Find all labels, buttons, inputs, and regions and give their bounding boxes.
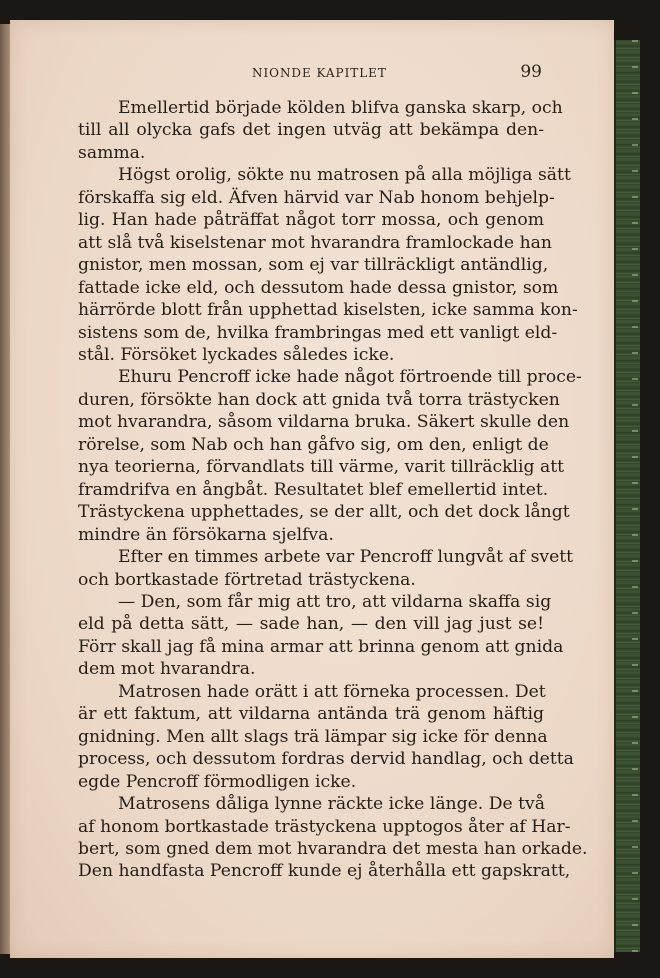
text-line: mindre än försökarna sjelfva. [78,524,334,545]
spine-texture [632,40,638,952]
text-line: egde Pencroff förmodligen icke. [78,771,357,792]
text-line: — Den, som får mig att tro, att vildarna skaffa sig [118,591,552,612]
text-line: rörelse, som Nab och han gåfvo sig, om den, enligt de [78,434,549,455]
text-line: är ett faktum, att vildarna antända trä genom häftig [78,704,544,725]
text-line: eld på detta sätt, — sade han, — den vill jag just se! [78,614,544,635]
paragraph [78,546,574,591]
text-line: Ehuru Pencroff icke hade något förtroende till proce- [118,367,582,388]
text-line: dem mot hvarandra. [78,659,256,680]
text-line: process, och dessutom fordras dervid handlag, och detta [78,749,574,770]
text-line: förskaffa sig eld. Äfven härvid var Nab honom behjelp- [78,187,555,208]
text-line: bert, som gned dem mot hvarandra det mesta han orkade. [78,838,588,859]
text-line: till all olycka gafs det ingen utväg att bekämpa den- [78,120,544,141]
text-line: Matrosen hade orätt i att förneka processen. Det [118,681,546,702]
text-line: sistens som de, hvilka frambringas med ett vanligt eld- [78,322,558,343]
text-line: nya teorierna, förvandlats till värme, varit tillräcklig att [78,457,565,478]
text-line: härrörde blott från upphettad kiselsten, icke samma kon- [78,300,578,321]
paragraph [78,793,588,883]
text-line: Efter en timmes arbete var Pencroff lungvåt af svett [118,547,574,568]
paragraph [78,164,578,366]
page-body [78,97,588,883]
text-line: Högst orolig, sökte nu matrosen på alla möjliga sätt [118,165,571,186]
text-line: af honom bortkastade trästyckena upptogos åter af Har- [78,816,571,837]
text-line: gnistor, men mossan, som ej var tillräckligt antändlig, [78,255,549,276]
text-line: Matrosens dåliga lynne räckte icke länge. De två [118,794,546,815]
text-line: duren, försökte han dock att gnida två torra trästycken [78,389,560,410]
text-line: mot hvarandra, såsom vildarna bruka. Säkert skulle den [78,412,570,433]
text-line: fattade icke eld, och dessutom hade dessa gnistor, som [78,277,559,298]
text-line: gnidning. Men allt slags trä lämpar sig icke för denna [78,726,548,747]
text-line: Trästyckena upphettades, se der allt, och det dock långt [78,502,570,523]
text-line: och bortkastade förtretad trästyckena. [78,569,416,590]
text-line: att slå två kiselstenar mot hvarandra framlockade han [78,232,552,253]
paragraph [78,591,564,681]
text-line: stål. Försöket lyckades således icke. [78,344,395,365]
paragraph [78,681,574,793]
paragraph [78,97,563,164]
text-line: samma. [78,142,146,163]
paragraph [78,366,582,546]
text-line: framdrifva en ångbåt. Resultatet blef emellertid intet. [78,479,549,500]
text-line: Förr skall jag få mina armar att brinna genom att gnida [78,636,564,657]
page-number: 99 [520,62,542,82]
text-line: lig. Han hade påträffat något torr mossa, och genom [78,210,544,231]
text-line: Emellertid började kölden blifva ganska skarp, och [118,98,563,118]
running-head: NIONDE KAPITLET [252,66,387,80]
page-header [78,62,544,86]
text-line: Den handfasta Pencroff kunde ej återhålla ett gapskratt, [78,861,571,882]
